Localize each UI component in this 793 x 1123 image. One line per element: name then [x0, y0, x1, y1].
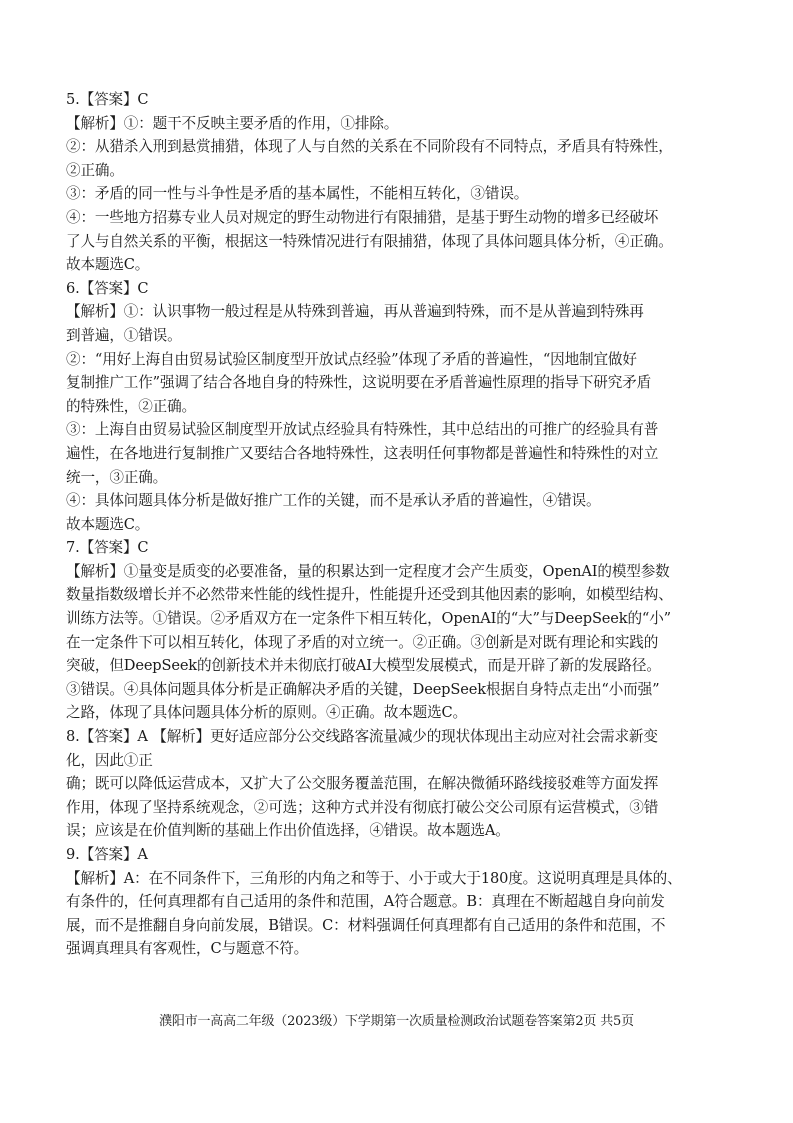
text-line: ②：“用好上海自由贸易试验区制度型开放试点经验”体现了矛盾的普遍性，“因地制宜做好 [66, 350, 637, 368]
text-line: 了人与自然关系的平衡，根据这一特殊情况进行有限捕猎，体现了具体问题具体分析，④正确。 [66, 232, 673, 250]
text-line: ③错误。④具体问题具体分析是正确解决矛盾的关键，DeepSeek根据自身特点走出“小而强” [66, 680, 660, 698]
text-line: 之路，体现了具体问题具体分析的原则。④正确。故本题选C。 [66, 704, 468, 722]
text-line: 突破，但DeepSeek的创新技术并未彻底打破AI大模型发展模式，而是开辟了新的发展路径。 [66, 657, 661, 675]
text-line: 7.【答案】C [66, 539, 149, 557]
text-line: 9.【答案】A [66, 846, 148, 863]
text-line: 有条件的，任何真理都有自己适用的条件和范围，A符合题意。B：真理在不断超越自身向前发 [66, 893, 665, 911]
text-line: ③：上海自由贸易试验区制度型开放试点经验具有特殊性，其中总结出的可推广的经验具有普 [66, 421, 659, 439]
text-line: 化，因此①正 [66, 751, 153, 769]
text-line: 强调真理具有客观性，C与题意不符。 [66, 940, 309, 958]
text-line: 在一定条件下可以相互转化，体现了矛盾的对立统一。②正确。③创新是对既有理论和实践的 [66, 633, 659, 651]
text-line: 统一，③正确。 [66, 468, 168, 486]
text-line: 8.【答案】A 【解析】更好适应部分公交线路客流量减少的现状体现出主动应对社会需求新变 [66, 728, 658, 746]
text-line: 数量指数级增长并不必然带来性能的线性提升，性能提升还受到其他因素的影响，如模型结构、 [66, 586, 673, 604]
text-line: ④：一些地方招募专业人员对规定的野生动物进行有限捕猎，是基于野生动物的增多已经破坏 [66, 208, 659, 226]
text-line: 确；既可以降低运营成本，又扩大了公交服务覆盖范围，在解决微循环路线接驳难等方面发挥 [66, 775, 659, 793]
text-line: 5.【答案】C [66, 91, 149, 108]
text-line: 训练方法等。①错误。②矛盾双方在一定条件下相互转化，OpenAI的“大”与DeepSeek的“小” [66, 610, 671, 628]
text-line: 遍性，在各地进行复制推广又要结合各地特殊性，这表明任何事物都是普遍性和特殊性的对立 [66, 444, 659, 462]
text-line: ④：具体问题具体分析是做好推广工作的关键，而不是承认矛盾的普遍性，④错误。 [66, 492, 601, 510]
page-footer: 濮阳市一高高二年级（2023级）下学期第一次质量检测政治试题卷答案第2页 共5页 [159, 1014, 634, 1029]
text-line: 【解析】①：认识事物一般过程是从特殊到普遍，再从普遍到特殊，而不是从普遍到特殊再 [66, 303, 644, 321]
text-line: 【解析】A：在不同条件下，三角形的内角之和等于、小于或大于180度。这说明真理是具体的、 [66, 869, 682, 887]
text-line: ③：矛盾的同一性与斗争性是矛盾的基本属性，不能相互转化，③错误。 [66, 185, 529, 203]
text-line: 作用，体现了坚持系统观念，②可选；这种方式并没有彻底打破公交公司原有运营模式，③错 [66, 798, 659, 816]
text-line: 复制推广工作”强调了结合各地自身的特殊性，这说明要在矛盾普遍性原理的指导下研究矛盾 [66, 374, 652, 392]
text-line: 到普遍，①错误。 [66, 326, 182, 344]
answer-body [66, 88, 738, 961]
text-line: 故本题选C。 [66, 515, 150, 533]
text-line: 【解析】①量变是质变的必要准备，量的积累达到一定程度才会产生质变，OpenAI的模型参数 [66, 562, 670, 580]
text-line: ②正确。 [66, 161, 124, 179]
text-line: 故本题选C。 [66, 256, 150, 274]
text-line: 展，而不是推翻自身向前发展，B错误。C：材料强调任何真理都有自己适用的条件和范围，不 [66, 916, 666, 934]
text-line: 【解析】①：题干不反映主要矛盾的作用，①排除。 [66, 114, 399, 132]
text-line: 误；应该是在价值判断的基础上作出价值选择，④错误。故本题选A。 [66, 822, 510, 840]
text-line: 的特殊性，②正确。 [66, 397, 196, 415]
text-line: ②：从猎杀入刑到悬赏捕猎，体现了人与自然的关系在不同阶段有不同特点，矛盾具有特殊性， [66, 138, 673, 156]
text-line: 6.【答案】C [66, 279, 149, 297]
